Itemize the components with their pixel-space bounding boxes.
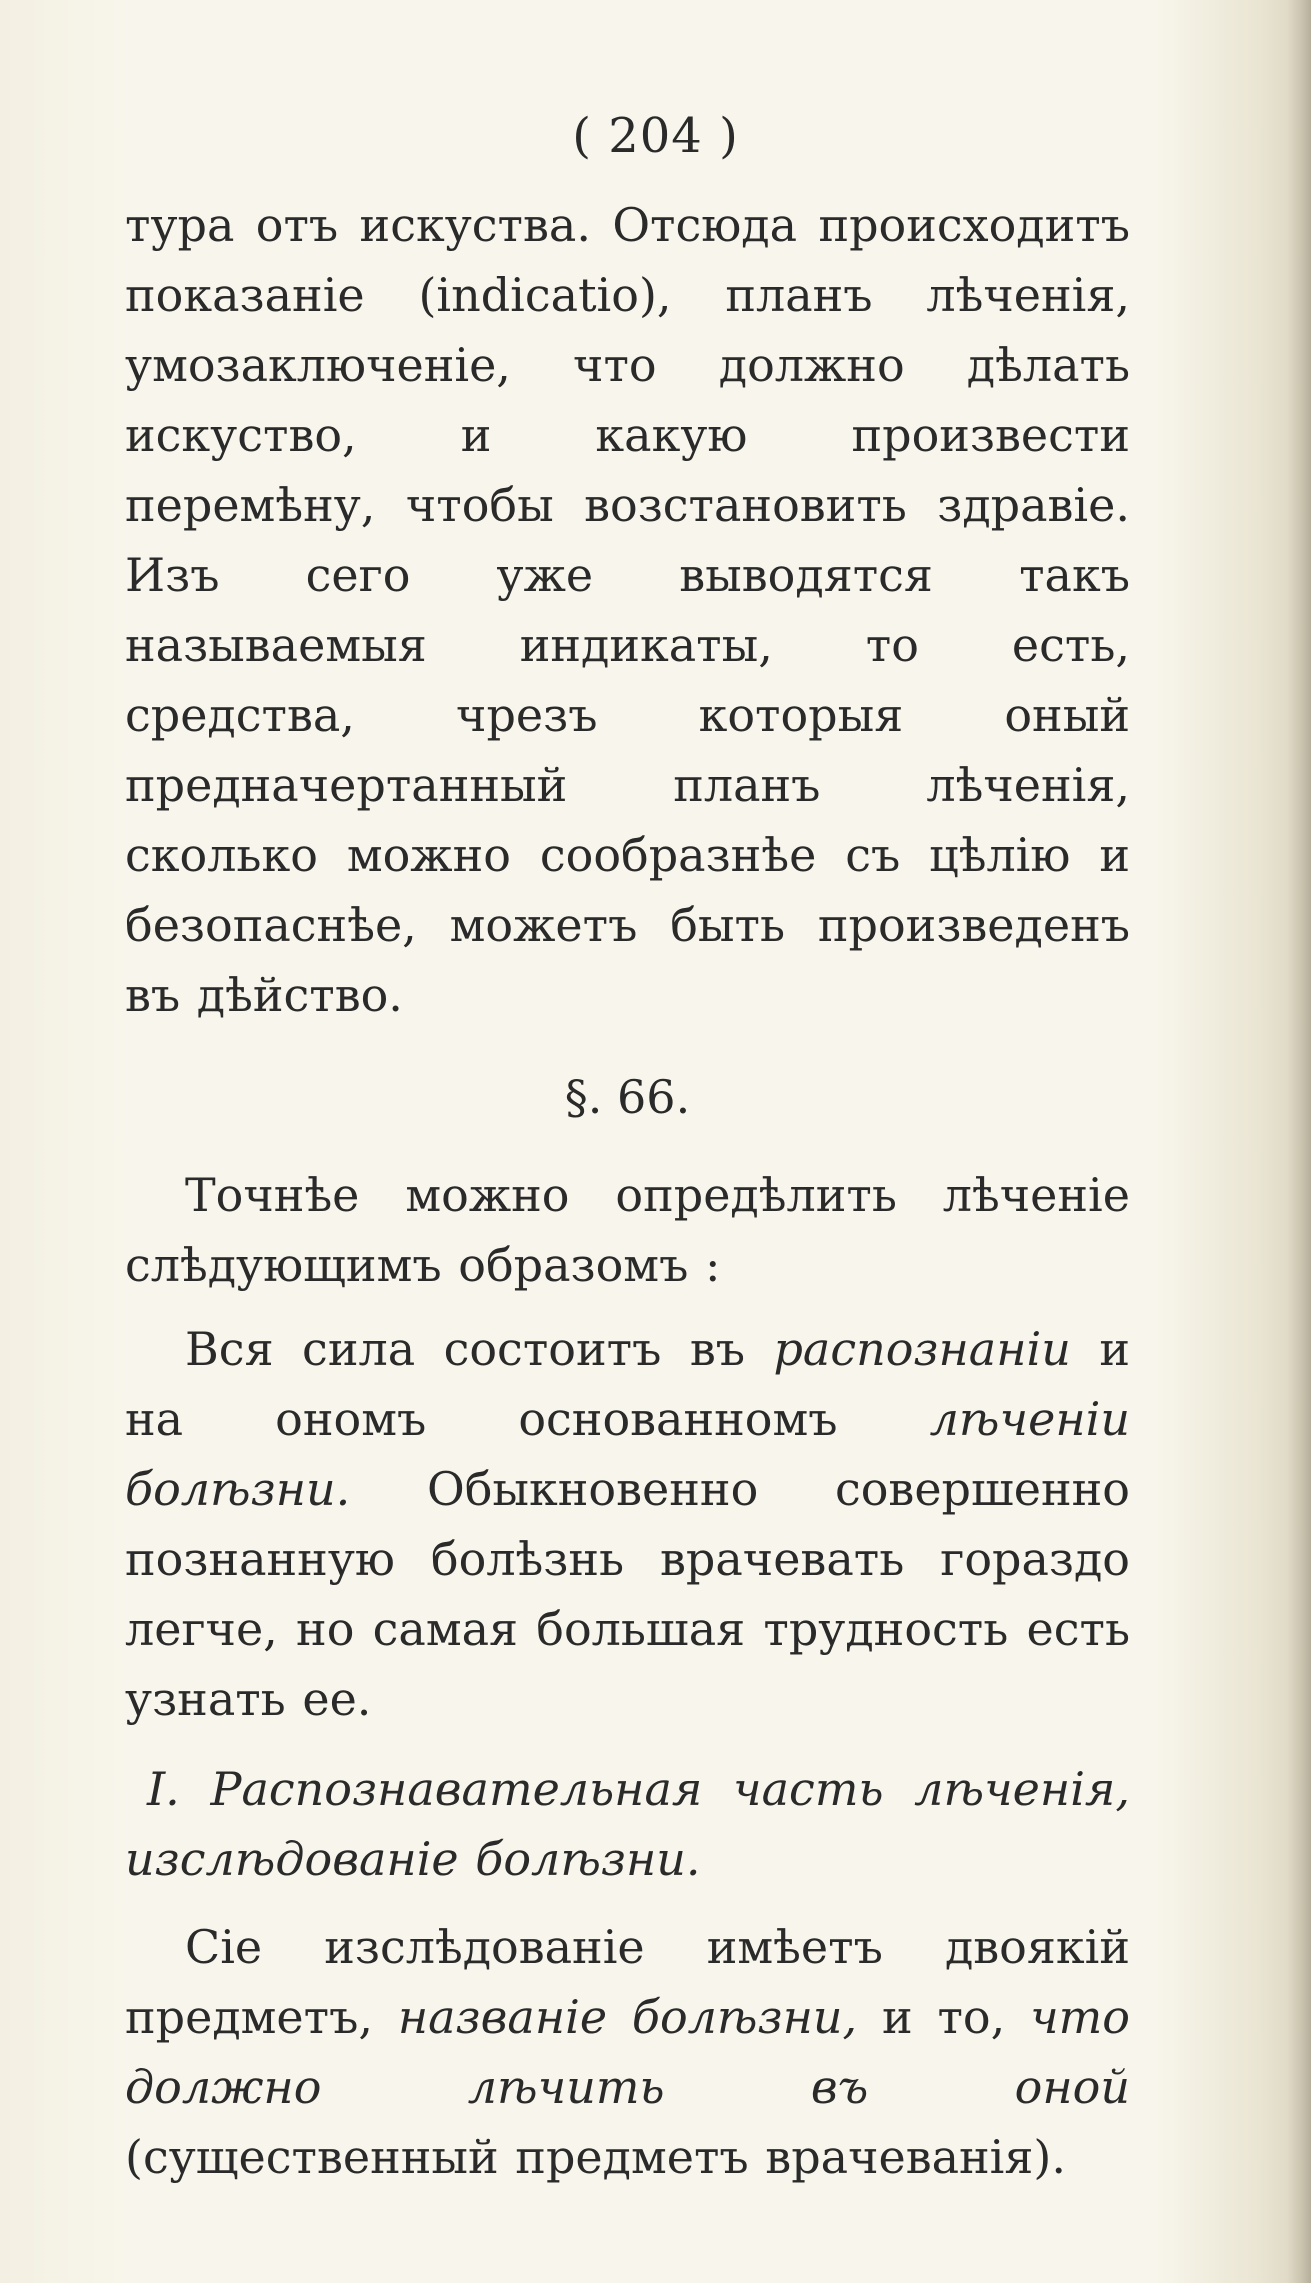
paragraph-1: тура отъ искуства. Отсюда происходитъ показаніе (indicatio), планъ лѣченія, умозаключеніе, что должно дѣлать искуство, и какую произвести перемѣну, чтобы возстановить здравіе. Изъ сего уже выводятся такъ называемыя индикаты, то есть, средства, чрезъ которыя оный предначертанный планъ лѣченія, сколько можно сообразнѣе съ цѣлію и безопаснѣе, можетъ быть произведенъ въ дѣйство. bbox=[125, 198, 1130, 1022]
subheading: I. Распознавательная часть лѣченія, изслѣдованіе болѣзни. bbox=[125, 1762, 1130, 1886]
page-number: ( 204 ) bbox=[572, 108, 739, 164]
paragraph-3 bbox=[125, 1314, 1130, 1734]
paragraph-4-text-2: и то, bbox=[857, 1990, 1031, 2044]
paragraph-3-text-2: и на ономъ основанномъ bbox=[125, 1322, 1131, 1446]
paragraph-4-text-3: (существенный предметъ врачеванія). bbox=[125, 2130, 1066, 2184]
paragraph-4-italic-1: названіе болѣзни, bbox=[397, 1990, 858, 2044]
paragraph-4-italic-2: что должно лѣчить въ оной bbox=[125, 1990, 1130, 2114]
section-heading: §. 66. bbox=[564, 1070, 691, 1124]
paragraph-3-text-1: Вся сила состоитъ въ bbox=[185, 1322, 774, 1376]
paragraph-4 bbox=[125, 1912, 1130, 2192]
paragraph-3-text-3: Обыкновенно совершенно познанную болѣзнь врачевать гораздо легче, но самая большая трудность есть узнать ее. bbox=[125, 1462, 1130, 1726]
page-body bbox=[125, 190, 1130, 2192]
paragraph-3-italic-2: лѣченіи болѣзни. bbox=[125, 1392, 1130, 1516]
page-edge-shadow bbox=[1287, 0, 1311, 2283]
paragraph-2: Точнѣе можно опредѣлить лѣченіе слѣдующимъ образомъ : bbox=[125, 1168, 1130, 1292]
paragraph-4-text-1: Сіе изслѣдованіе имѣетъ двоякій предметъ, bbox=[125, 1920, 1130, 2044]
paragraph-3-italic-1: распознаніи bbox=[773, 1322, 1071, 1376]
